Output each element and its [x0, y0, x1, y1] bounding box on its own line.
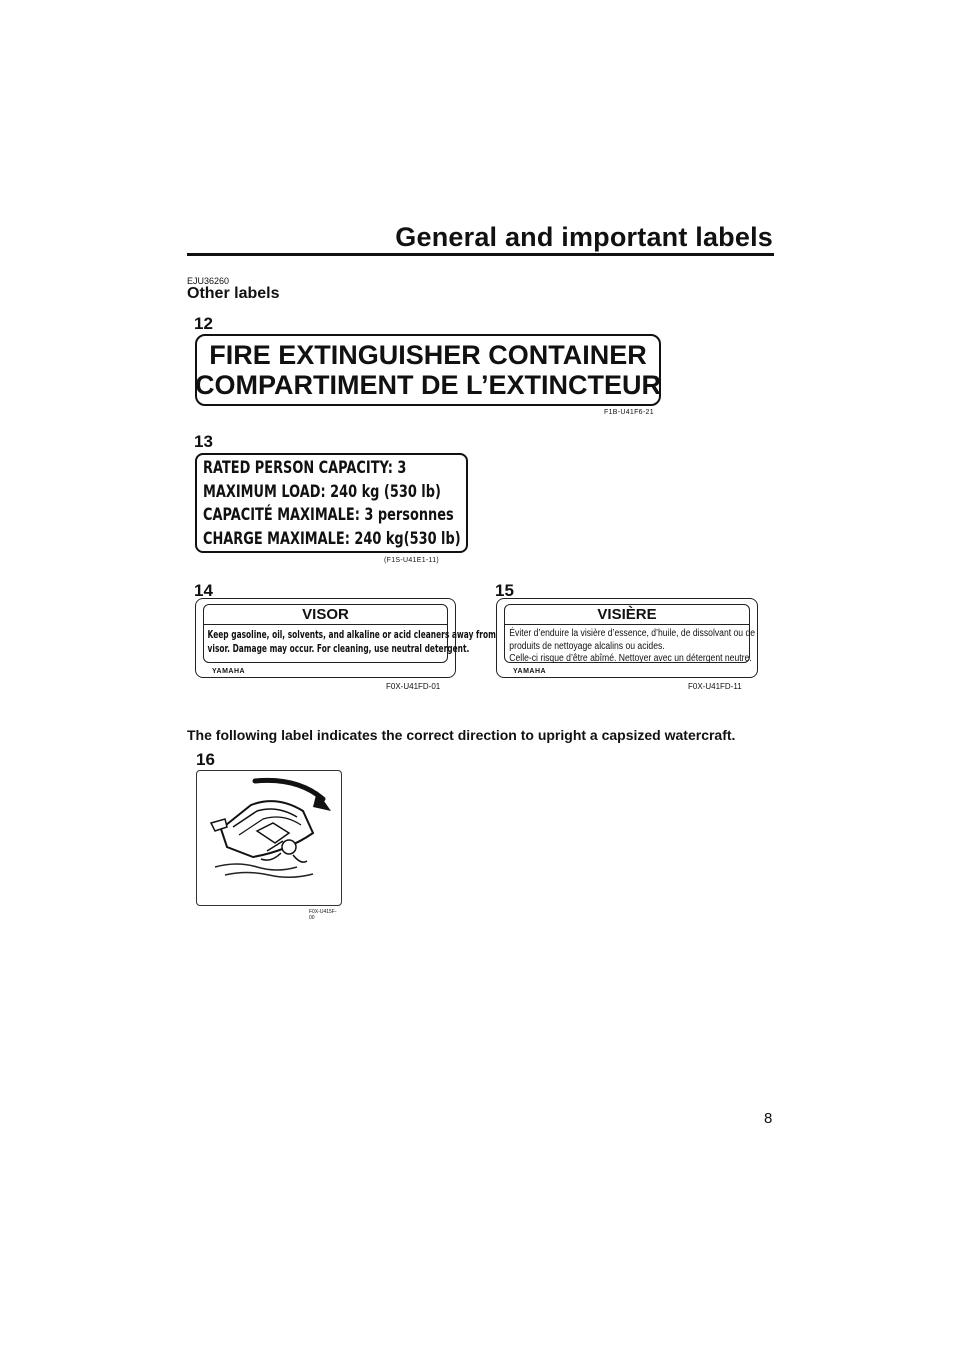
label-number-16: 16	[196, 750, 215, 769]
label-15-brand: YAMAHA	[513, 668, 547, 675]
label-15-line-3: Celle-ci risque d’être abîmé. Nettoyer avec un détergent neutre.	[509, 653, 752, 664]
label-13-line-1: RATED PERSON CAPACITY: 3	[203, 458, 407, 478]
label-visiere-panel	[504, 604, 756, 664]
label-14-line-1: Keep gasoline, oil, solvents, and alkaline or acid cleaners away from	[207, 629, 496, 641]
label-16-code: F0X-U415F-00	[309, 909, 337, 921]
section-title: Other labels	[187, 285, 280, 302]
label-14-brand: YAMAHA	[212, 668, 246, 675]
page-number: 8	[764, 1110, 773, 1127]
section-code: EJU36260	[187, 276, 230, 286]
label-13-code: (F1S-U41E1-11)	[384, 557, 440, 564]
header-rule	[187, 253, 774, 256]
label-visiere	[496, 598, 758, 678]
label-capsize-direction	[196, 770, 342, 921]
label-13-line-4: CHARGE MAXIMALE: 240 kg(530 lb)	[203, 528, 461, 549]
label-12-line-2: COMPARTIMENT DE L’EXTINCTEUR	[195, 370, 662, 400]
label-14-heading: VISOR	[204, 605, 447, 625]
page-header-title: General and important labels	[395, 222, 773, 252]
capsized-watercraft-rotate-icon	[197, 771, 341, 905]
label-14-line-2: visor. Damage may occur. For cleaning, use neutral detergent.	[207, 643, 470, 655]
label-visor-panel	[203, 604, 496, 663]
label-15-line-2: produits de nettoyage alcalins ou acides.	[509, 640, 665, 652]
label-15-heading: VISIÈRE	[505, 605, 749, 625]
label-12-code: F1B-U41F6-21	[604, 409, 654, 416]
label-visor	[195, 598, 496, 678]
label-number-13: 13	[194, 432, 213, 451]
label-15-code: F0X-U41FD-11	[688, 682, 742, 691]
label-capacity	[195, 453, 468, 553]
label-fire-extinguisher	[195, 334, 661, 406]
label-13-line-3: CAPACITÉ MAXIMALE: 3 personnes	[203, 505, 454, 525]
label-number-15: 15	[495, 581, 514, 600]
label-number-14: 14	[194, 581, 213, 600]
body-paragraph: The following label indicates the correct direction to upright a capsized watercraft.	[187, 727, 736, 743]
label-12-line-1: FIRE EXTINGUISHER CONTAINER	[209, 340, 647, 370]
label-number-12: 12	[194, 314, 213, 333]
label-13-line-2: MAXIMUM LOAD: 240 kg (530 lb)	[203, 481, 441, 502]
label-14-code: F0X-U41FD-01	[386, 682, 441, 691]
label-15-line-1: Éviter d’enduire la visière d’essence, d’huile, de dissolvant ou de	[509, 628, 756, 639]
